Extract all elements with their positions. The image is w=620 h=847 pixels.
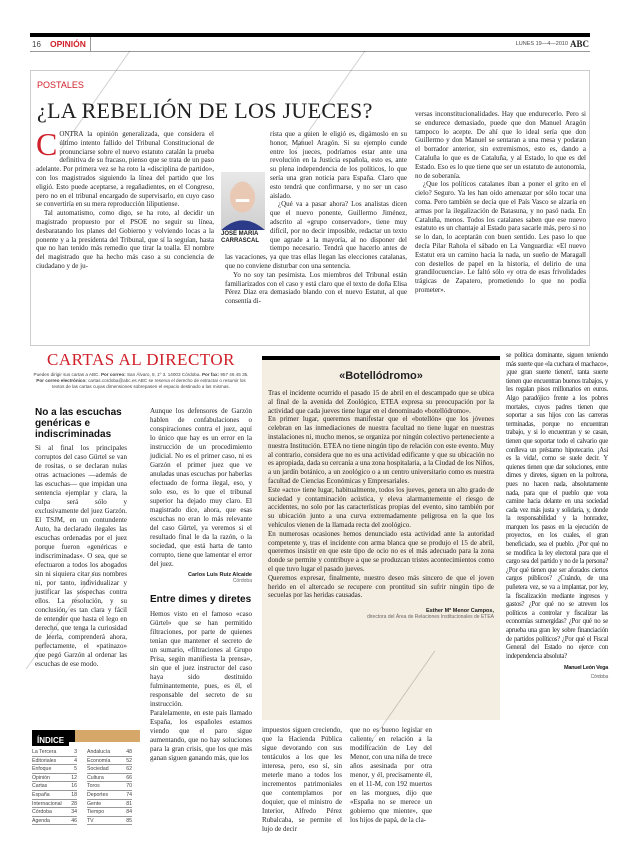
letter-paragraph: Aunque los defensores de Garzón hablen de confabulaciones o conspiraciones contra el juez, aquí lo único que hay es un error en la instrucción de un procedimiento judicial. No es el primer caso, ni es Garzón el primer juez que ve anuladas unas escuchas por haberlas efectuado de forma ilegal, eso, y solo eso, es lo que el tribunal superior ha dejado muy claro. El magistrado dice, ahora, que esas escuchas no eran lo más relevante del caso Gürtel, ya veremos si el resultado final le da la razón, o la sociedad, que está harta de tanto corrupto, tiene que lamentar el error del juez. bbox=[150, 407, 252, 568]
letters-contact-info bbox=[32, 372, 250, 390]
index-entry-label: Enfoque bbox=[32, 766, 52, 773]
index-entry-page: 52 bbox=[126, 757, 132, 764]
column-kicker: POSTALES bbox=[37, 80, 84, 90]
index-title: ÍNDICE bbox=[32, 735, 69, 746]
letter-paragraph: Paralelamente, en este país llamado España, los españoles estamos viendo que el paro sigue aumentando, que no hay soluciones para la gran crisis, que los que más ganan siguen ganando más, que los bbox=[150, 709, 252, 762]
index-header bbox=[32, 730, 140, 745]
index-entry-label: Córdoba bbox=[32, 809, 52, 816]
author-photo-block bbox=[221, 172, 265, 245]
index-entry-label: La Tercera bbox=[32, 749, 57, 755]
featured-role: directora del Área de Relaciones Institucionales de ETEA bbox=[366, 614, 494, 621]
post-label: Por correo: bbox=[100, 372, 126, 377]
issue-date: LUNES 19—4—2010 bbox=[515, 41, 568, 47]
author-name: JOSÉ MARÍA CARRASCAL bbox=[221, 231, 259, 244]
index-entry-label: Tiempo bbox=[87, 809, 105, 816]
index-entry-label: Andalucía bbox=[87, 749, 111, 755]
index-column-left bbox=[32, 748, 77, 825]
page-number: 16 bbox=[32, 40, 41, 49]
index-entry-page: 66 bbox=[126, 774, 132, 781]
letter-body bbox=[35, 444, 127, 669]
index-entry[interactable] bbox=[87, 800, 132, 809]
letter-paragraph: que no es bueno legislar en caliente, en relación a la modificación de Ley del Menor, con una niña de trece años asesinada por otra menor, y él, precisamente él, en el 11-M, con 192 muertos en las morgues, dijo que «España no se merece un gobierno que miente», que los hijos de papá, de la cla- bbox=[350, 726, 432, 824]
index-entry-page: 34 bbox=[71, 809, 77, 816]
letter-2-column-b bbox=[262, 726, 342, 834]
index-entry[interactable] bbox=[87, 757, 132, 766]
article-paragraph: versas inconstitucionalidades. Hay que endurecerlo. Pero si se endurece demasiado, puede que don Manuel Aragón tampoco lo acepte. De ahí que lo ideal sería que don Guillermo y don Manuel se sentaran a una mesa y podaran el borrador anterior, sin extremismos, esto es, dando a Cataluña lo que es de Cataluña, y al Estado, lo que es del Estado. Eso es lo que tiene que ser un estatuto de autonomía, no de soberanía. bbox=[415, 110, 586, 180]
fax-label: Por fax: bbox=[201, 372, 220, 377]
letter-paragraph: Si al final los principales corruptos del caso Gürtel se van de rositas, o se declaran nulas otras actuaciones —además de las escuchas— que impidan una sentencia ejemplar y clara, la culpa será sólo y exclusivamente del juez Garzón. El TSJM, en un contundente Auto, ha declarado ilegales las escuchas ordenadas por el juez porque fueron «genéricas e indiscriminadas». O sea, que se efectuaron a todos los abogados sin ni siquiera citar sus nombres ni, por tanto, individualizar y justificar las sospechas contra ellos. La resolución, y su conclusión, es tan clara y fácil de entender que hasta el lego en derecho, que tenga la curiosidad de leerla, comprenderá ahora, perfectamente, el «patinazo» que pegó Garzón al ordenar las escuchas de ese modo. bbox=[35, 444, 127, 668]
index-entry-page: 74 bbox=[126, 791, 132, 798]
author-portrait-icon bbox=[221, 172, 265, 230]
index-entry[interactable] bbox=[32, 765, 77, 774]
index-entry-page: 28 bbox=[71, 800, 77, 807]
index-entry[interactable] bbox=[32, 757, 77, 766]
index-entry[interactable] bbox=[87, 782, 132, 791]
letter-signature: Carlos Luis Ruiz Alcaide bbox=[188, 572, 252, 578]
post-address: San Álvaro, 8, 1º 3. 14003 Córdoba. bbox=[126, 372, 201, 377]
featured-paragraph: Tras el incidente ocurrido el pasado 15 de abril en el descampado que se ubica al final de la avenida del Zoológico, ETEA expresa su preocupación por la actividad que cada jueves tiene lugar en el denominado «botellódromo». bbox=[268, 389, 494, 415]
index-entry-label: Internacional bbox=[32, 800, 62, 807]
article-paragraph: ¿Qué va a pasar ahora? Los analistas dicen que el nuevo ponente, Guillermo Jiménez, adscrito al «grupo conservador», tiene muy difícil, por no decir imposible, redactar un texto que agrade a la mayoría, al no disponer del tiempo necesario. Tendrá que hacerlo antes de las vacaciones, ya que tras ellas llegan las elecciones catalanas, que no conviene disturbar con una sentencia. bbox=[225, 200, 407, 270]
featured-letter-box bbox=[262, 356, 500, 720]
index-column-right bbox=[87, 748, 132, 825]
index-entry[interactable] bbox=[87, 808, 132, 817]
letter-1 bbox=[35, 407, 127, 669]
article-paragraph: Tal automatismo, como digo, se ha roto, al decidir un magistrado propuesto por el PSOE no seguir su línea, desbaratando los planes del Gobierno y volviendo locas a la ponente y a la presidenta del Tribunal, que sí la seguían, hasta que no han tenido más remedio que tirar la toalla. El nombre del magistrado que ha hecho más caso a su conciencia de ciudadano y de ju- bbox=[36, 209, 214, 270]
index-entry[interactable] bbox=[32, 782, 77, 791]
index-box bbox=[32, 730, 140, 825]
index-entry[interactable] bbox=[87, 791, 132, 800]
index-entry-page: 5 bbox=[74, 766, 77, 773]
info-note: ABC se reserva el derecho de extractar o resumir los textos de las cartas cuyas dimensiones sobrepasen el espacio destinado a las mismas. bbox=[52, 378, 246, 389]
letter-city: Córdoba bbox=[232, 578, 252, 584]
section-label[interactable]: OPINIÓN bbox=[46, 37, 91, 51]
letter-signature: Manuel León Vega bbox=[564, 665, 608, 672]
index-entry[interactable] bbox=[87, 817, 132, 826]
letter-title: No a las escuchas genéricas e indiscriminadas bbox=[35, 407, 122, 440]
index-entry[interactable] bbox=[32, 808, 77, 817]
index-entry-label: Cartas bbox=[32, 783, 48, 790]
drop-cap: C bbox=[36, 126, 58, 162]
brand-logo: ABC bbox=[569, 39, 589, 49]
article-paragraph: ¿Que los políticos catalanes iban a poner el grito en el cielo? Seguro. Ya les han oído amenazar por sólo tocar una coma. Pero también se decía que el País Vasco se alzaría en armas por la ilegalización de Batasuna, y no pasó nada. En Cataluña, menos. Todos los catalanes saben que ese nuevo estatuto es un chantaje al Estado para sacarle más, pero si no se lo dan, lo aceptarán con buen sentido. Les paso lo que decía Pilar Rahola el sábado en La Vanguardia: «El nuevo Estatut era un camino hacia la nada, un sueño de Maragall con destellos de papel en la historia, el delirio de una grandilocuencia». Le faltó sólo «y otra de esas frivolidades trágicas de Zapatero, prometiendo lo que no podía prometer». bbox=[415, 180, 586, 294]
featured-paragraph: En numerosas ocasiones hemos denunciado esta actividad ante la autoridad competente y, tras el incidente con arma blanca que se produjo el 15 de abril, queremos insistir en que este tipo de ocio no es el más adecuado para la zona donde se permite y contribuye a que se produzcan tristes acontecimientos como el que tuvo lugar el pasado jueves. bbox=[268, 529, 494, 573]
article-paragraph: Yo no soy tan pesimista. Los miembros del Tribunal están familiarizados con el caso y está claro que el texto de doña Elisa Pérez Díaz era demasiado blando con el nuevo Estatut, al que consentía di- bbox=[225, 270, 407, 306]
index-entry-label: España bbox=[32, 791, 50, 798]
index-entry-page: 18 bbox=[71, 791, 77, 798]
article-paragraph: ONTRA la opinión generalizada, que considera el último intento fallido del Tribunal Constitucional de pronunciarse sobre el nuevo estatuto catalán la prueba definitiva de su fracaso, pienso que se trata de un paso adelante. Por primera vez se ha roto la «disciplina de partido», con los magistrados siguiendo la línea del partido que los eligió. Esto puede aceptarse, a regañadientes, en el Congreso, pero no en el tribunal encargado de supervisarlo, en cuyo caso se convertiría en su mera reproducción liliputiense. bbox=[36, 130, 214, 209]
index-entry-label: Cultura bbox=[87, 774, 104, 781]
article-column-1 bbox=[36, 126, 214, 271]
featured-paragraph: Este «acto» tiene lugar, habitualmente, todos los jueves, genera un alto grado de suciedad y contaminación acústica, y eleva alarmantemente el riesgo de accidentes, no solo por las características propias del evento, sino también por su ubicación junto a una curva extremadamente peligrosa en la que los vehículos vienen de la llamada recta del zoológico. bbox=[268, 485, 494, 529]
index-entry[interactable] bbox=[32, 748, 77, 757]
index-entry-page: 46 bbox=[71, 817, 77, 824]
index-entry[interactable] bbox=[32, 800, 77, 809]
index-entry-page: 16 bbox=[71, 783, 77, 790]
article-headline: ¿LA REBELIÓN DE LOS JUECES? bbox=[37, 98, 373, 123]
index-entry-label: Sociedad bbox=[87, 766, 109, 773]
index-entry-page: 12 bbox=[71, 774, 77, 781]
article-column-3 bbox=[415, 110, 586, 295]
letter-body bbox=[150, 610, 252, 763]
letter-body bbox=[150, 407, 252, 569]
info-lead: Pueden dirigir sus cartas a ABC. bbox=[33, 372, 100, 377]
letter-2-column-d bbox=[506, 352, 608, 682]
index-entry[interactable] bbox=[32, 791, 77, 800]
index-entry-page: 84 bbox=[126, 809, 132, 816]
letters-column-2 bbox=[150, 407, 252, 763]
email-label: Por correo electrónico: bbox=[36, 378, 87, 383]
featured-paragraph: En primer lugar, queremos manifestar que el «botellón» que los jóvenes celebran en las inmediaciones de nuestra facultad no tiene lugar en nuestras instalaciones ni, mucho menos, se organiza por ningún colectivo perteneciente a nuestra Institución. ETEA no tiene ningún tipo de relación con este evento. Muy al contrario, considera que no es una actividad edificante y que su ubicación no es apropiada, dada su cercanía a una zona hospitalaria, a la Ciudad de los Niños, a un jardín botánico, a un zoológico o a un centro universitario como es nuestra facultad de Ciencias Económicas y Empresariales. bbox=[268, 415, 494, 485]
article-column-2 bbox=[221, 130, 407, 306]
index-entry-page: 85 bbox=[126, 817, 132, 824]
index-entry-label: Opinión bbox=[32, 774, 50, 781]
index-entry-label: Editoriales bbox=[32, 757, 57, 764]
index-entry-label: Gente bbox=[87, 800, 102, 807]
index-entry-page: 81 bbox=[126, 800, 132, 807]
index-entry-page: 62 bbox=[126, 766, 132, 773]
fax-number: 957 46 45 35. bbox=[220, 372, 249, 377]
index-entry-page: 4 bbox=[74, 757, 77, 764]
letter-paragraph: se política dominante, siguen teniendo más suerte que «la cuchara el machaco», ¡que gran suerte tienen!, tanta suerte tienen que encuentran buenos trabajos, y les regalan pisos millonarios en euros. Algo paradójico frente a los pobres mortales, cuyos padres tienen que soportar a sus hijos con las carreras terminadas, porque no encuentran trabajo, y si lo encuentran y se casan, tienen que soportar todo el calvario que conlleva un préstamo hipotecario. ¡Así es la vida!, como se suele decir. Y quienes tienen que dar soluciones, entre dimes y diretes, siguen en la poltrona, pues no hacen nada, absolutamente nada, para que el pueblo que vota camine hacia delante en una sociedad cada vez más justa y solidaria, y, donde la responsabilidad y la honradez, marquen los pasos en la ejecución de proyectos, en los cuales, el gran beneficiado, sea el pueblo. ¿Por qué no se modifica la ley electoral para que el cargo sea del partido y no de la persona? ¿Por qué tienen que ser aforados ciertos cargos públicos? ¿Cuándo, de una puñetera vez, se va a implantar, por ley, la fiscalización mediante ingresos y gastos? ¿Por qué no se atreven los políticos a controlar y fiscalizar las economías sumergidas? ¿Por qué no se aprueba una gran ley sobre financiación de partidos políticos? ¿Por qué el Fiscal General del Estado no ejerce con independencia absoluta? bbox=[506, 352, 608, 660]
letter-2-column-c bbox=[350, 726, 432, 825]
letter-paragraph: impuestos siguen creciendo, que la Hacienda Pública sigue devorando con sus tentáculos a los que les interesa, pero, eso sí, sin meterle mano a todos los incrementos patrimoniales que contemplamos por doquier, que el ministro de Interior, Alfredo Pérez Rubalcaba, se permite el lujo de decir bbox=[262, 726, 342, 833]
featured-title: «Botellódromo» bbox=[339, 370, 423, 382]
index-entry[interactable] bbox=[32, 774, 77, 783]
article-paragraph: rista que a quien le eligió es, digámoslo en su honor, Manuel Aragón. Si su ejemplo cunde entre los jueces, podríamos estar ante una revolución en la Justicia española, esto es, ante su plena independencia de los políticos, lo que sería una gran noticia para España. Claro que esto tendrá que confirmarse, y no ser un caso aislado. bbox=[270, 130, 407, 200]
index-entry-label: Toros bbox=[87, 783, 100, 790]
page-header bbox=[30, 37, 590, 52]
email-link[interactable]: cartas.cordoba@abc.es bbox=[88, 378, 137, 383]
letters-section-title: CARTAS AL DIRECTOR bbox=[47, 350, 235, 369]
index-entry-label: Deportes bbox=[87, 791, 109, 798]
index-entry-page: 48 bbox=[126, 749, 132, 755]
letter-city: Córdoba bbox=[590, 673, 608, 680]
index-entry-label: TV bbox=[87, 817, 94, 824]
index-entry-label: Agenda bbox=[32, 817, 50, 824]
author-photo bbox=[221, 172, 265, 230]
index-entry[interactable] bbox=[32, 817, 77, 826]
featured-paragraph: Queremos expresar, finalmente, nuestro deseo más sincero de que el joven herido en el altercado se recupere con prontitud sin sufrir ningún tipo de secuelas por las heridas causadas. bbox=[268, 573, 494, 600]
index-entry[interactable] bbox=[87, 765, 132, 774]
featured-signature: Esther Mª Menor Campos, bbox=[425, 608, 494, 615]
index-entry-page: 70 bbox=[126, 783, 132, 790]
index-entry[interactable] bbox=[87, 774, 132, 783]
index-entry[interactable] bbox=[87, 748, 132, 757]
index-entry-page: 3 bbox=[74, 749, 77, 755]
letter-title: Entre dimes y diretes bbox=[150, 594, 252, 605]
letter-paragraph: Hemos visto en el famoso «caso Gürtel» que se han permitido filtraciones, por parte de quienes tenían que mantener el secreto de un sumario, «filtraciones al Grupo Prisa, según manifiesta la prensa», sin que el juez instructor del caso haya sido destituido fulminantemente, pues, es él, el responsable del secreto de su instrucción. bbox=[150, 610, 252, 708]
index-entry-label: Economía bbox=[87, 757, 111, 764]
